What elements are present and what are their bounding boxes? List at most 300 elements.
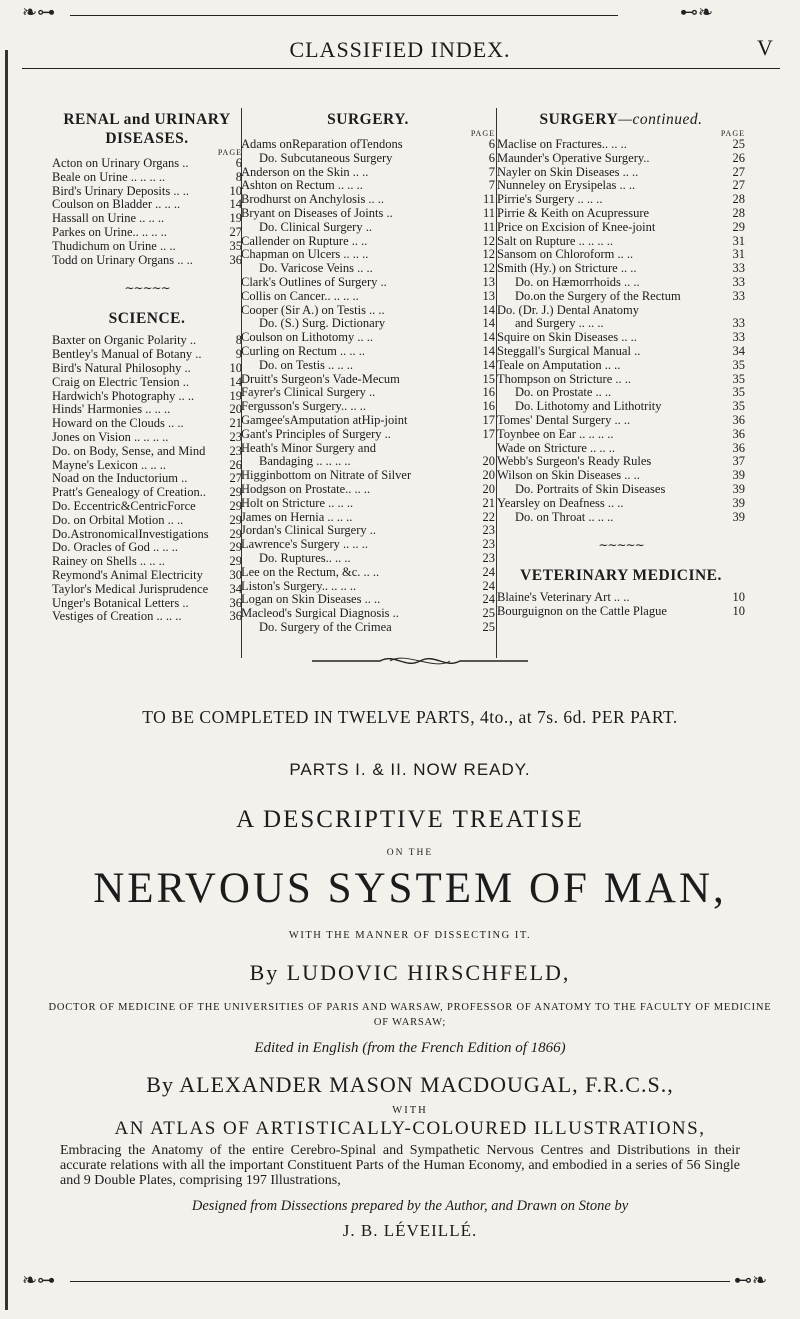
- index-entry: [241, 593, 495, 607]
- index-entry: [497, 221, 745, 235]
- wavy-ornament: ∼∼∼∼∼: [598, 538, 644, 553]
- index-entry: [52, 198, 242, 212]
- index-entry: [241, 538, 495, 552]
- index-entry-page: 39: [732, 482, 745, 496]
- index-entry: [52, 500, 242, 514]
- surgery-continued-list: [497, 138, 745, 524]
- index-entry-title: Jones on Vision .. .. .. ..: [52, 430, 169, 444]
- index-entry: [52, 348, 242, 362]
- index-entry: [497, 152, 745, 166]
- wavy-ornament: ∼∼∼∼∼: [124, 281, 170, 296]
- index-entry: [241, 566, 495, 580]
- section-title-renal: RENAL and URINARY: [63, 111, 231, 128]
- index-entry-page: 11: [482, 206, 495, 220]
- index-entry-title: Bentley's Manual of Botany ..: [52, 348, 202, 362]
- ad-on-the: ON THE: [386, 848, 434, 858]
- index-entry-title: Do. on Throat .. .. ..: [515, 510, 614, 524]
- index-entry-page: 29: [229, 499, 242, 513]
- ad-ready-notice: PARTS I. & II. NOW READY.: [289, 760, 531, 779]
- index-entry-title: Beale on Urine .. .. .. ..: [52, 170, 166, 184]
- index-entry-title: Todd on Urinary Organs .. ..: [52, 253, 193, 267]
- index-entry-page: 29: [229, 513, 242, 527]
- index-entry: [241, 483, 495, 497]
- index-entry-title: Teale on Amputation .. ..: [497, 358, 621, 372]
- index-entry: [241, 621, 495, 635]
- index-entry-title: and Surgery .. .. ..: [515, 317, 604, 331]
- index-entry-title: Pirrie & Keith on Acupressure: [497, 206, 650, 220]
- index-entry-page: 29: [229, 486, 242, 500]
- index-entry-title: Maclise on Fractures.. .. ..: [497, 138, 627, 151]
- index-entry-title: Hinds' Harmonies .. .. ..: [52, 403, 171, 417]
- index-entry: [241, 359, 495, 373]
- index-entry-title: Rainey on Shells .. .. ..: [52, 555, 165, 569]
- index-entry-page: 21: [482, 496, 495, 510]
- index-entry: [497, 138, 745, 152]
- corner-ornament-top-right: ⊷❧: [680, 2, 714, 23]
- index-entry-title: Liston's Surgery.. .. .. ..: [241, 579, 357, 593]
- index-entry: [241, 469, 495, 483]
- index-entry: [241, 373, 495, 387]
- index-entry-title: Smith (Hy.) on Stricture .. ..: [497, 262, 637, 276]
- index-entry-page: 13: [482, 275, 495, 289]
- corner-ornament-bottom-right: ⊷❧: [734, 1270, 768, 1291]
- index-entry-page: 14: [229, 198, 242, 212]
- index-entry-title: Do. Portraits of Skin Diseases: [515, 482, 666, 496]
- index-entry-page: 33: [732, 262, 745, 276]
- index-entry-page: 26: [732, 151, 745, 165]
- index-entry-page: 28: [732, 193, 745, 207]
- corner-ornament-top-left: ❧⊶: [22, 2, 56, 23]
- ad-treatise-title: A DESCRIPTIVE TREATISE: [236, 806, 584, 833]
- index-entry: [497, 591, 745, 605]
- index-entry-page: 20: [229, 403, 242, 417]
- index-entry-title: Bird's Urinary Deposits .. ..: [52, 184, 189, 198]
- index-entry-page: 10: [229, 184, 242, 198]
- index-entry-title: Parkes on Urine.. .. .. ..: [52, 225, 167, 239]
- index-entry-page: 8: [235, 170, 242, 184]
- index-entry-page: 27: [229, 472, 242, 486]
- index-entry-title: Noad on the Inductorium ..: [52, 472, 188, 486]
- page-title: CLASSIFIED INDEX.: [289, 37, 511, 62]
- index-entry-page: 9: [235, 348, 242, 362]
- index-entry-title: Cooper (Sir A.) on Testis .. ..: [241, 303, 385, 317]
- index-entry: [241, 248, 495, 262]
- index-entry-title: Do. Lithotomy and Lithotrity: [515, 400, 662, 414]
- index-entry-page: 10: [229, 361, 242, 375]
- index-entry-title: Toynbee on Ear .. .. .. ..: [497, 427, 614, 441]
- index-entry-page: 19: [229, 389, 242, 403]
- index-entry-page: 23: [229, 430, 242, 444]
- index-entry: [497, 605, 745, 619]
- index-entry-page: 36: [229, 253, 242, 267]
- index-entry-page: 23: [482, 524, 495, 538]
- index-entry: [241, 221, 495, 235]
- index-entry: [52, 171, 242, 185]
- index-entry-page: 12: [482, 262, 495, 276]
- index-entry-title: Acton on Urinary Organs ..: [52, 157, 189, 170]
- index-entry: [241, 552, 495, 566]
- index-entry: [497, 414, 745, 428]
- decorative-swash-icon: [310, 650, 530, 672]
- index-entry: [241, 304, 495, 318]
- index-entry-page: 34: [732, 344, 745, 358]
- index-entry-page: 23: [482, 538, 495, 552]
- index-entry-title: Hodgson on Prostate.. .. ..: [241, 482, 371, 496]
- index-entry-page: [492, 442, 495, 456]
- index-entry-page: 36: [732, 427, 745, 441]
- index-entry-page: 21: [229, 417, 242, 431]
- index-entry-title: Tomes' Dental Surgery .. ..: [497, 413, 631, 427]
- index-entry: [241, 235, 495, 249]
- ad-subtitle: WITH THE MANNER OF DISSECTING IT.: [288, 930, 532, 941]
- index-entry-title: Bryant on Diseases of Joints ..: [241, 206, 393, 220]
- section-title-renal-2: DISEASES.: [105, 130, 189, 147]
- index-entry-title: Wade on Stricture .. .. ..: [497, 441, 616, 455]
- index-entry: [497, 248, 745, 262]
- index-entry: [497, 235, 745, 249]
- index-entry-title: Pratt's Genealogy of Creation..: [52, 486, 206, 500]
- index-entry: [497, 469, 745, 483]
- index-entry-title: Mayne's Lexicon .. .. ..: [52, 458, 167, 472]
- index-entry-page: 7: [488, 179, 495, 193]
- index-entry-page: 17: [482, 413, 495, 427]
- index-entry-title: Vestiges of Creation .. .. ..: [52, 610, 182, 624]
- index-entry-title: Squire on Skin Diseases .. ..: [497, 331, 637, 345]
- index-entry: [497, 166, 745, 180]
- index-entry-page: 29: [229, 541, 242, 555]
- index-entry-title: Coulson on Bladder .. .. ..: [52, 198, 181, 212]
- index-entry-page: 26: [229, 458, 242, 472]
- index-entry-page: 11: [482, 193, 495, 207]
- index-entry: [52, 472, 242, 486]
- index-entry-page: 19: [229, 212, 242, 226]
- index-entry: [52, 569, 242, 583]
- index-entry-title: Anderson on the Skin .. ..: [241, 165, 369, 179]
- index-entry-title: Do.on the Surgery of the Rectum: [515, 289, 681, 303]
- index-entry: [241, 386, 495, 400]
- index-entry-title: Yearsley on Deafness .. ..: [497, 496, 624, 510]
- index-entry: [52, 486, 242, 500]
- index-entry: [52, 390, 242, 404]
- ad-author: By LUDOVIC HIRSCHFELD,: [249, 960, 571, 985]
- bottom-rule: [70, 1281, 730, 1282]
- index-entry-title: Do. Varicose Veins .. ..: [259, 262, 373, 276]
- index-entry-title: Ashton on Rectum .. .. ..: [241, 179, 363, 193]
- index-entry-title: Craig on Electric Tension ..: [52, 375, 190, 389]
- index-entry: [52, 597, 242, 611]
- ad-edition-note: Edited in English (from the French Edition of 1866): [254, 1040, 566, 1056]
- index-entry: [241, 580, 495, 594]
- index-entry-page: 12: [482, 234, 495, 248]
- index-entry-title: Sansom on Chloroform .. ..: [497, 248, 634, 262]
- index-entry: [241, 262, 495, 276]
- index-entry: [497, 359, 745, 373]
- index-entry: [241, 207, 495, 221]
- index-entry-title: Bird's Natural Philosophy ..: [52, 361, 191, 375]
- index-entry: [497, 304, 745, 318]
- index-entry-title: Chapman on Ulcers .. .. ..: [241, 248, 369, 262]
- index-entry-page: 11: [482, 220, 495, 234]
- section-title-science: SCIENCE.: [108, 310, 186, 328]
- index-entry-title: Do. on Hæmorrhoids .. ..: [515, 275, 640, 289]
- index-entry-page: 29: [229, 555, 242, 569]
- index-entry-page: 39: [732, 469, 745, 483]
- index-entry-title: Taylor's Medical Jurisprudence: [52, 582, 209, 596]
- index-entry-page: 10: [732, 605, 745, 619]
- index-entry: [52, 459, 242, 473]
- index-entry-title: Heath's Minor Surgery and: [241, 441, 376, 455]
- index-entry: [497, 290, 745, 304]
- index-entry-page: 31: [732, 248, 745, 262]
- index-entry: [241, 442, 495, 456]
- column-renal-science: [52, 110, 242, 624]
- index-entry-page: 39: [732, 510, 745, 524]
- index-entry: [241, 193, 495, 207]
- index-entry-page: 33: [732, 331, 745, 345]
- index-entry-title: Do. Subcutaneous Surgery: [259, 151, 393, 165]
- corner-ornament-bottom-left: ❧⊶: [22, 1270, 56, 1291]
- index-entry-page: 29: [229, 527, 242, 541]
- index-entry-page: 33: [732, 289, 745, 303]
- index-entry-page: 39: [732, 496, 745, 510]
- index-entry-title: Coulson on Lithotomy .. ..: [241, 331, 373, 345]
- index-entry-title: Do. on Orbital Motion .. ..: [52, 513, 184, 527]
- index-entry: [241, 331, 495, 345]
- index-entry-title: Do.AstronomicalInvestigations: [52, 527, 209, 541]
- index-entry-title: Higginbottom on Nitrate of Silver: [241, 469, 412, 483]
- index-entry-page: 12: [482, 248, 495, 262]
- index-entry-title: Hardwich's Photography .. ..: [52, 389, 195, 403]
- page-column-label: PAGE: [720, 129, 745, 138]
- section-title-surgery-continued: SURGERY—continued.: [539, 111, 703, 128]
- index-entry-page: 36: [229, 596, 242, 610]
- index-entry-page: 14: [482, 317, 495, 331]
- index-entry: [241, 400, 495, 414]
- index-entry: [52, 445, 242, 459]
- index-entry: [497, 193, 745, 207]
- index-entry: [52, 185, 242, 199]
- index-entry-page: 17: [482, 427, 495, 441]
- index-entry-title: Jordan's Clinical Surgery ..: [241, 524, 376, 538]
- index-entry-title: Callender on Rupture .. ..: [241, 234, 368, 248]
- index-entry: [497, 331, 745, 345]
- index-entry-title: Wilson on Skin Diseases .. ..: [497, 469, 640, 483]
- index-entry: [241, 455, 495, 469]
- index-entry-page: 27: [732, 179, 745, 193]
- index-entry: [241, 607, 495, 621]
- index-entry-title: James on Hernia .. .. ..: [241, 510, 353, 524]
- index-entry-title: Do. Clinical Surgery ..: [259, 220, 372, 234]
- index-entry-title: Blaine's Veterinary Art .. ..: [497, 591, 630, 605]
- index-entry: [497, 386, 745, 400]
- index-entry-page: 14: [482, 331, 495, 345]
- index-entry: [241, 428, 495, 442]
- index-entry-title: Do. Ruptures.. .. ..: [259, 551, 351, 565]
- index-entry-title: Unger's Botanical Letters ..: [52, 596, 189, 610]
- index-entry-title: Do. Oracles of God .. .. ..: [52, 541, 179, 555]
- index-entry-title: Macleod's Surgical Diagnosis ..: [241, 607, 399, 621]
- index-entry: [52, 514, 242, 528]
- column-surgery: [241, 110, 495, 635]
- ad-description: Embracing the Anatomy of the entire Cerebro-Spinal and Sympathetic Nervous Centres and Distributions in their accurate relations with all the important Constituent Parts of the Human Economy, and embodied in a series of 56 Single and 9 Double Plates, comprising 197 Illustrations,: [60, 1143, 740, 1188]
- index-entry-title: Lee on the Rectum, &c. .. ..: [241, 565, 380, 579]
- index-entry-page: 14: [229, 375, 242, 389]
- index-entry-page: 29: [732, 220, 745, 234]
- index-entry-page: 25: [732, 138, 745, 151]
- index-entry: [241, 497, 495, 511]
- index-entry: [241, 138, 495, 152]
- index-entry: [52, 362, 242, 376]
- index-entry: [52, 555, 242, 569]
- veterinary-list: [497, 591, 745, 619]
- index-entry-title: Bandaging .. .. .. ..: [259, 455, 351, 469]
- index-entry: [52, 254, 242, 268]
- index-entry-page: 14: [482, 303, 495, 317]
- index-entry: [497, 373, 745, 387]
- index-entry: [52, 226, 242, 240]
- index-entry-title: Collis on Cancer.. .. .. ..: [241, 289, 359, 303]
- index-entry-title: Fergusson's Surgery.. .. ..: [241, 400, 366, 414]
- index-entry: [497, 483, 745, 497]
- index-entry: [241, 511, 495, 525]
- index-entry-title: Pirrie's Surgery .. .. ..: [497, 193, 603, 207]
- index-entry-page: 25: [482, 620, 495, 634]
- index-entry: [497, 317, 745, 331]
- index-entry-title: Clark's Outlines of Surgery ..: [241, 275, 387, 289]
- index-entry-title: Maunder's Operative Surgery..: [497, 151, 650, 165]
- header-rule: [22, 68, 780, 69]
- index-entry: [52, 240, 242, 254]
- index-entry-page: 14: [482, 344, 495, 358]
- index-entry-title: Logan on Skin Diseases .. ..: [241, 593, 381, 607]
- index-entry-page: 20: [482, 469, 495, 483]
- index-entry: [241, 345, 495, 359]
- page-column-label: PAGE: [470, 129, 495, 138]
- index-entry-page: 20: [482, 455, 495, 469]
- index-entry-title: Nunneley on Erysipelas .. ..: [497, 179, 636, 193]
- index-entry-title: Do. on Body, Sense, and Mind: [52, 444, 206, 458]
- index-entry-page: 15: [482, 372, 495, 386]
- index-entry-title: Gant's Principles of Surgery ..: [241, 427, 391, 441]
- index-entry-page: 36: [732, 413, 745, 427]
- index-entry: [52, 157, 242, 171]
- index-entry-title: Adams onReparation ofTendons: [241, 138, 403, 151]
- index-entry-title: Do. on Prostate .. ..: [515, 386, 612, 400]
- index-entry-page: 23: [229, 444, 242, 458]
- index-entry-title: Do. on Testis .. .. ..: [259, 358, 354, 372]
- index-entry-title: Do. (Dr. J.) Dental Anatomy: [497, 303, 639, 317]
- index-entry-page: 8: [235, 334, 242, 348]
- index-entry-page: [742, 304, 745, 318]
- index-entry-page: 24: [482, 565, 495, 579]
- index-entry: [497, 276, 745, 290]
- index-entry-page: 27: [229, 225, 242, 239]
- index-entry-page: 35: [229, 239, 242, 253]
- index-entry-page: 30: [229, 568, 242, 582]
- index-entry: [241, 152, 495, 166]
- page-edge-rule: [5, 50, 8, 1310]
- top-rule: [70, 15, 618, 16]
- index-entry-page: 36: [229, 610, 242, 624]
- index-entry-title: Baxter on Organic Polarity ..: [52, 334, 197, 348]
- index-entry-page: 14: [482, 358, 495, 372]
- index-entry: [52, 212, 242, 226]
- index-entry: [52, 431, 242, 445]
- index-entry-page: 10: [732, 591, 745, 605]
- renal-list: [52, 157, 242, 267]
- ad-parts-notice: TO BE COMPLETED IN TWELVE PARTS, 4to., at 7s. 6d. PER PART.: [142, 707, 678, 727]
- index-entry-title: Curling on Rectum .. .. ..: [241, 344, 365, 358]
- index-entry-page: 22: [482, 510, 495, 524]
- index-entry-page: 20: [482, 482, 495, 496]
- index-entry: [497, 428, 745, 442]
- index-entry-page: 35: [732, 386, 745, 400]
- index-entry-page: 6: [235, 157, 242, 170]
- index-entry: [497, 497, 745, 511]
- index-entry: [52, 541, 242, 555]
- index-entry-page: 35: [732, 372, 745, 386]
- index-entry: [241, 414, 495, 428]
- ad-illustrator: J. B. LÉVEILLÉ.: [342, 1221, 478, 1240]
- index-entry: [52, 528, 242, 542]
- index-entry-page: 7: [488, 165, 495, 179]
- surgery-list: [241, 138, 495, 635]
- index-entry: [52, 583, 242, 597]
- ad-designed-by: Designed from Dissections prepared by the Author, and Drawn on Stone by: [191, 1198, 629, 1214]
- index-entry-page: 25: [482, 607, 495, 621]
- index-entry-page: 23: [482, 551, 495, 565]
- index-entry-title: Do. Eccentric&CentricForce: [52, 499, 196, 513]
- index-entry-page: 33: [732, 317, 745, 331]
- index-entry-title: Fayrer's Clinical Surgery ..: [241, 386, 376, 400]
- index-entry-page: 36: [732, 441, 745, 455]
- index-entry-title: Howard on the Clouds .. ..: [52, 417, 184, 431]
- section-title-surgery: SURGERY.: [327, 111, 409, 128]
- index-entry-title: Holt on Stricture .. .. ..: [241, 496, 354, 510]
- index-entry-title: Salt on Rupture .. .. .. ..: [497, 234, 613, 248]
- index-entry: [497, 262, 745, 276]
- index-entry-title: Gamgee'sAmputation atHip-joint: [241, 413, 408, 427]
- index-entry-title: Nayler on Skin Diseases .. ..: [497, 165, 639, 179]
- index-entry-page: 34: [229, 582, 242, 596]
- index-entry-title: Webb's Surgeon's Ready Rules: [497, 455, 652, 469]
- index-entry: [497, 455, 745, 469]
- page-column-label: PAGE: [217, 148, 242, 157]
- index-entry-page: 24: [482, 593, 495, 607]
- index-entry: [497, 511, 745, 525]
- index-entry-page: 33: [732, 275, 745, 289]
- section-title-veterinary: VETERINARY MEDICINE.: [520, 567, 722, 585]
- ad-with: WITH: [392, 1105, 428, 1116]
- index-entry: [52, 334, 242, 348]
- index-entry: [241, 317, 495, 331]
- index-entry-title: Price on Excision of Knee-joint: [497, 220, 656, 234]
- index-entry: [52, 610, 242, 624]
- index-entry-title: Bourguignon on the Cattle Plague: [497, 605, 667, 619]
- index-entry-title: Steggall's Surgical Manual ..: [497, 344, 641, 358]
- index-entry-page: 37: [732, 455, 745, 469]
- index-entry-title: Thudichum on Urine .. ..: [52, 239, 176, 253]
- index-entry-page: 27: [732, 165, 745, 179]
- index-entry: [52, 417, 242, 431]
- column-surgery-continued: [497, 110, 745, 619]
- index-entry: [52, 376, 242, 390]
- index-entry-page: 16: [482, 400, 495, 414]
- index-entry-title: Do. Surgery of the Crimea: [259, 620, 392, 634]
- index-entry-page: 24: [482, 579, 495, 593]
- index-entry: [52, 403, 242, 417]
- index-entry-page: 6: [488, 151, 495, 165]
